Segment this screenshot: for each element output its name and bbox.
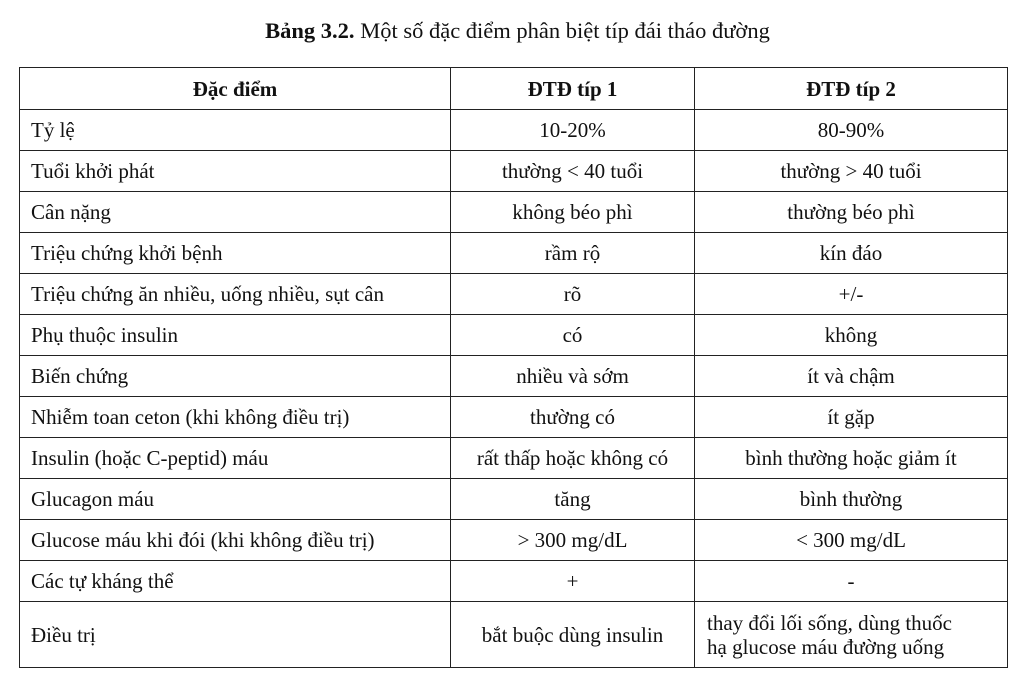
type2-cell: ít và chậm [695,356,1008,397]
type2-cell: < 300 mg/dL [695,520,1008,561]
table-row [20,356,1008,397]
feature-cell: Triệu chứng khởi bệnh [20,233,451,274]
type1-cell: + [451,561,695,602]
header-type1: ĐTĐ típ 1 [451,68,695,110]
type2-cell: bình thường [695,479,1008,520]
type1-cell: rất thấp hoặc không có [451,438,695,479]
type2-cell-line1: thay đổi lối sống, dùng thuốc [707,610,952,635]
header-feature: Đặc điểm [20,68,451,110]
feature-cell: Insulin (hoặc C-peptid) máu [20,438,451,479]
feature-cell: Biến chứng [20,356,451,397]
type1-cell: thường có [451,397,695,438]
type2-cell: thường béo phì [695,192,1008,233]
table-row [20,315,1008,356]
type1-cell: có [451,315,695,356]
table-row [20,274,1008,315]
caption-label: Bảng 3.2. [265,18,355,43]
feature-cell: Tuổi khởi phát [20,151,451,192]
table-row [20,192,1008,233]
feature-cell: Cân nặng [20,192,451,233]
type2-cell: +/- [695,274,1008,315]
feature-cell: Glucose máu khi đói (khi không điều trị) [20,520,451,561]
type2-cell: ít gặp [695,397,1008,438]
feature-cell: Tỷ lệ [20,110,451,151]
type2-cell: 80-90% [695,110,1008,151]
feature-cell: Phụ thuộc insulin [20,315,451,356]
type1-cell: > 300 mg/dL [451,520,695,561]
type2-cell-line2: hạ glucose máu đường uống [707,634,945,659]
type1-cell: tăng [451,479,695,520]
feature-cell: Điều trị [20,602,451,668]
type2-cell: - [695,561,1008,602]
feature-cell: Glucagon máu [20,479,451,520]
type1-cell: thường < 40 tuổi [451,151,695,192]
caption-text: Một số đặc điểm phân biệt típ đái tháo đường [360,18,770,43]
type2-cell [695,602,1008,668]
comparison-table [19,67,1008,668]
type1-cell: 10-20% [451,110,695,151]
table-row [20,520,1008,561]
type2-cell: không [695,315,1008,356]
table-row [20,151,1008,192]
type1-cell: nhiều và sớm [451,356,695,397]
type1-cell: rầm rộ [451,233,695,274]
table-row [20,479,1008,520]
table-header-row [20,68,1008,110]
type1-cell: rõ [451,274,695,315]
table-caption [0,16,1035,46]
table-row [20,233,1008,274]
table-row [20,438,1008,479]
table-row [20,397,1008,438]
type1-cell: bắt buộc dùng insulin [451,602,695,668]
type2-cell: bình thường hoặc giảm ít [695,438,1008,479]
table-row [20,602,1008,668]
type2-cell: kín đáo [695,233,1008,274]
table-row [20,561,1008,602]
header-type2: ĐTĐ típ 2 [695,68,1008,110]
type1-cell: không béo phì [451,192,695,233]
feature-cell: Triệu chứng ăn nhiều, uống nhiều, sụt cân [20,274,451,315]
type2-cell: thường > 40 tuổi [695,151,1008,192]
feature-cell: Nhiễm toan ceton (khi không điều trị) [20,397,451,438]
feature-cell: Các tự kháng thể [20,561,451,602]
table-row [20,110,1008,151]
